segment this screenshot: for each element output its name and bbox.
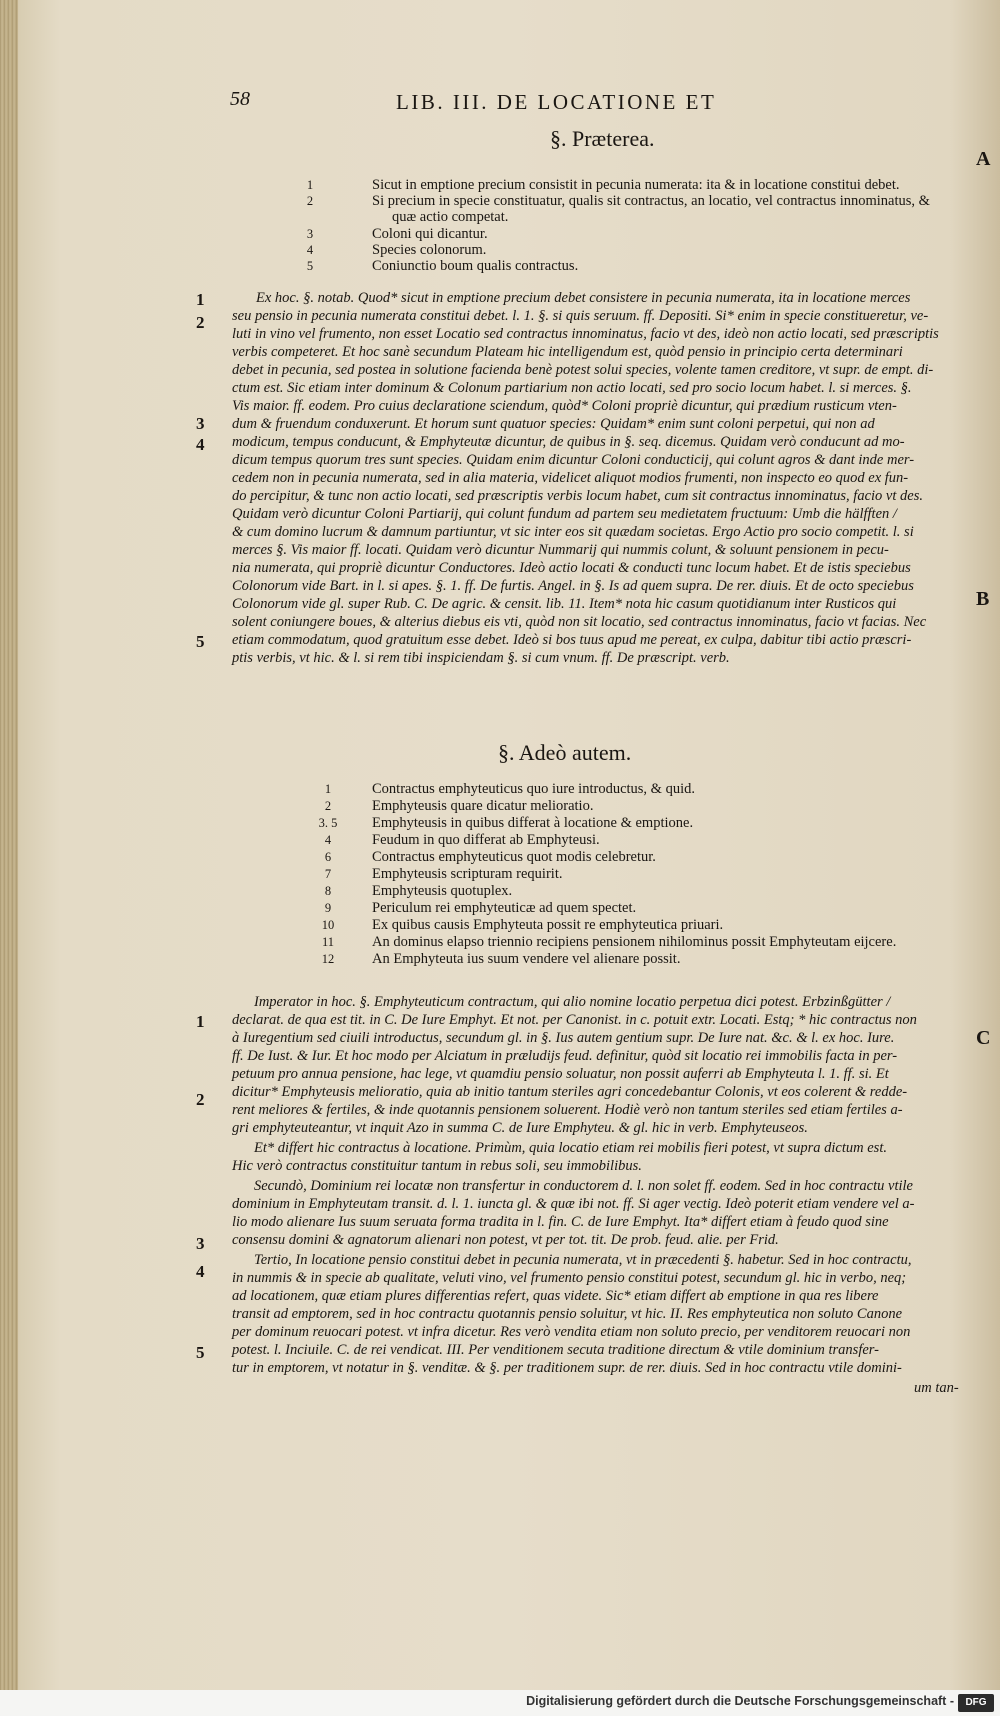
summary-number: 7 <box>324 867 332 881</box>
summary-number: 5 <box>306 259 314 273</box>
text-line: dicitur* Emphyteusis melioratio, quia ab initio tantum steriles agri concedebantur Colonis, vt eos colerent & redde- <box>232 1084 908 1100</box>
running-title: LIB. III. DE LOCATIONE ET <box>396 90 717 114</box>
text-line: Tertio, In locatione pensio constitui debet in pecunia numerata, vt in præcedenti §. habetur. Sed in hoc contractu, <box>254 1252 912 1268</box>
text-line: modicum, tempus conducunt, & Emphyteutæ dicuntur, de quibus in §. seq. dicemus. Quidam verò conducunt ad mo- <box>232 434 905 450</box>
text-line: cedem non in pecunia numerata, sed in alia materia, videlicet aliquot modios frumenti, non inspecto eo quod ex fun- <box>232 470 909 486</box>
text-line: consensu domini & agnatorum alienari non potest, vt per tot. tit. De prob. feud. alie. per Frid. <box>232 1232 779 1248</box>
summary-line: An Emphyteuta ius suum vendere vel alienare possit. <box>372 951 681 967</box>
text-line: Imperator in hoc. §. Emphyteuticum contractum, qui alio nomine locatio perpetua dici potest. Erbzinßgütter / <box>254 994 891 1010</box>
catchword: um tan- <box>914 1380 959 1396</box>
text-line: seu pensio in pecunia numerata constitui debet. l. 1. §. si quis seruum. ff. Depositi. Si* enim in specie constitueretur, ve- <box>232 308 929 324</box>
text-line: ff. De Iust. & Iur. Et hoc modo per Alciatum in præludijs feud. definitur, quòd sit locatio rei immobilis facta in per- <box>232 1048 898 1064</box>
text-line: potest. l. Inciuile. C. de rei vendicat. III. Per venditionem secuta traditione directum & vtile dominium transfer- <box>232 1342 879 1358</box>
text-line: in nummis & in specie ab qualitate, veluti vino, vel frumento pensio constitui potest, secundum gl. hic in verbo, neq; <box>232 1270 907 1286</box>
text-line: per dominum reuocari potest. vt infra dicetur. Res verò vendita etiam non soluto precio, per venditorem reuocari non <box>232 1324 911 1340</box>
summary-number: 6 <box>324 850 332 864</box>
text-line: Et* differt hic contractus à locatione. Primùm, quia locatio etiam rei mobilis fieri potest, vt supra dictum est. <box>254 1140 887 1156</box>
summary-number: 1 <box>324 782 332 796</box>
summary-line: Emphyteusis in quibus differat à locatione & emptione. <box>372 815 694 831</box>
summary-line: Coniunctio boum qualis contractus. <box>372 258 579 274</box>
margin-number: 5 <box>196 632 205 651</box>
summary-line: Emphyteusis quotuplex. <box>372 883 513 899</box>
summary-line: Si precium in specie constituatur, qualis sit contractus, an locatio, vel contractus innominatus, & <box>372 193 930 209</box>
margin-number: 1 <box>196 1012 205 1031</box>
text-line: petuum pro annua pensione, hac lege, vt quamdiu pensio soluatur, non possit auferri ab Emphyteuta l. 1. ff. si. Et <box>232 1066 889 1082</box>
summary-number: 2 <box>306 194 314 208</box>
page-number: 58 <box>230 88 250 110</box>
text-line: declarat. de qua est tit. in C. De Iure Emphyt. Et not. per Canonist. in c. potuit extr. Locati. Estq; * hic contractus non <box>232 1012 917 1028</box>
margin-number: 3 <box>196 1234 205 1253</box>
text-line: verbis competeret. Et hoc sanè secundum Plateam hic intelligendum est, quòd pensio in principio certa determinari <box>232 344 903 360</box>
text-line: Quidam verò dicuntur Coloni Partiarij, qui colunt fundum ad partem seu medietatem fructuum: Umb die hälfften / <box>232 506 897 522</box>
text-line: ad locationem, quæ etiam plures differentias refert, quas videte. Sic* etiam differt ab emptione in qua res libere <box>232 1288 879 1304</box>
text-line: solent coniungere boues, & alterius diebus eis vti, quòd non sit locatio, sed contractus innominatus, facio vt facias. Nec <box>232 614 927 630</box>
summary-number: 4 <box>306 243 314 257</box>
summary-line: Sicut in emptione precium consistit in pecunia numerata: ita & in locatione constitui debet. <box>372 177 900 193</box>
text-line: debet in pecunia, sed postea in solutione facienda benè potest solui species, volente tamen creditore, vt supr. de empt. di- <box>232 362 934 378</box>
text-line: lio modo alienare Ius suum seruata forma tradita in l. fin. C. de Iure Emphyt. Ita* differt etiam à feudo quod sine <box>232 1214 889 1230</box>
summary-line: quæ actio competat. <box>392 209 509 225</box>
summary-number: 2 <box>324 799 332 813</box>
text-line: nia numerata, qui propriè dicuntur Conductores. Ideò actio locati & conducti tunc locum habet. Et de istis speciebus <box>232 560 911 576</box>
margin-number: 1 <box>196 290 205 309</box>
text-line: tur in emptorem, vt notatur in §. venditæ. & §. per traditionem supr. de rer. diuis. Sed in hoc contractu vtile domini- <box>232 1360 902 1376</box>
summary-line: Emphyteusis scripturam requirit. <box>372 866 563 882</box>
section-title: §. Præterea. <box>550 126 655 151</box>
summary-line: Coloni qui dicantur. <box>372 226 488 242</box>
page-edge <box>0 0 18 1716</box>
summary-line: Feudum in quo differat ab Emphyteusi. <box>372 832 600 848</box>
text-line: dominium in Emphyteutam transit. d. l. 1. iuncta gl. & quæ ibi not. ff. Si ager vectig. Ideò poterit etiam vendere vel a- <box>232 1196 915 1212</box>
summary-line: An dominus elapso triennio recipiens pensionem nihilominus possit Emphyteutam eijcere. <box>372 934 897 950</box>
text-line: ptis verbis, vt hic. & l. si rem tibi inspiciendam §. si cum vnum. ff. De præscript. verb. <box>232 650 730 666</box>
text-line: Hic verò contractus constituitur tantum in rebus soli, seu immobilibus. <box>232 1158 642 1174</box>
summary-number: 11 <box>321 935 335 949</box>
dfg-logo: DFG <box>958 1694 994 1712</box>
text-line: etiam commodatum, quod gratuitum esse debet. Ideò si bos tuus apud me pereat, ex culpa, dabitur tibi actio præscri- <box>232 632 912 648</box>
summary-number: 9 <box>324 901 332 915</box>
footer-credit: Digitalisierung gefördert durch die Deutsche Forschungsgemeinschaft - <box>526 1694 954 1708</box>
text-line: à Iuregentium sed ciuili introductus, secundum gl. in §. Ius autem gentium supr. De Iure nat. &c. & l. ex hoc. Iure. <box>232 1030 895 1046</box>
text-line: dum & fruendum conduxerunt. Et horum sunt quatuor species: Quidam* enim sunt coloni perpetui, qui non ad <box>232 416 875 432</box>
text-line: Vis maior. ff. eodem. Pro cuius declaratione sciendum, quòd* Coloni propriè dicuntur, qui prædium rusticum vten- <box>232 398 897 414</box>
section-title: §. Adeò autem. <box>498 740 632 765</box>
text-line: rent meliores & fertiles, & inde quotannis pensionem soluerent. Hodiè verò non tantum steriles sed etiam fertiles a- <box>232 1102 903 1118</box>
summary-number: 3. 5 <box>318 816 338 830</box>
side-letter-a: A <box>976 148 991 170</box>
digitization-footer <box>0 1690 1000 1716</box>
text-line: Colonorum vide gl. super Rub. C. De agric. & censit. lib. 11. Item* nota hic casum quotidianum inter Rusticos qui <box>232 596 897 612</box>
text-line: transit ad emptorem, sed in hoc contractu quotannis pensio soluitur, vt hic. II. Res emphyteutica non soluto Canone <box>232 1306 903 1322</box>
summary-number: 10 <box>321 918 335 932</box>
summary-number: 12 <box>321 952 335 966</box>
margin-number: 2 <box>196 313 205 332</box>
summary-line: Contractus emphyteuticus quo iure introductus, & quid. <box>372 781 695 797</box>
text-line: Secundò, Dominium rei locatæ non transfertur in conductorem d. l. non solet ff. eodem. Sed in hoc contractu vtile <box>254 1178 913 1194</box>
side-letter-b: B <box>976 588 990 610</box>
summary-number: 1 <box>306 178 314 192</box>
summary-line: Emphyteusis quare dicatur melioratio. <box>372 798 594 814</box>
margin-number: 4 <box>196 435 205 454</box>
text-line: Ex hoc. §. notab. Quod* sicut in emptione precium debet consistere in pecunia numerata, ita in locatione merces <box>256 290 911 306</box>
text-line: dicum tempus quorum tres sunt species. Quidam enim dicuntur Coloni conducticij, qui colunt agros & dant inde mer- <box>232 452 915 468</box>
margin-number: 4 <box>196 1262 205 1281</box>
text-line: do percipitur, & tunc non actio locati, sed præscriptis verbis locum habet, cum sit contractus innominatus, facio vt des. <box>232 488 923 504</box>
text-line: merces §. Vis maior ff. locati. Quidam verò dicuntur Nummarij qui nummis colunt, & soluunt pensionem in pecu- <box>232 542 889 558</box>
margin-number: 3 <box>196 414 205 433</box>
margin-number: 5 <box>196 1343 205 1362</box>
margin-number: 2 <box>196 1090 205 1109</box>
summary-line: Periculum rei emphyteuticæ ad quem spectet. <box>372 900 637 916</box>
text-line: gri emphyteuteantur, vt inquit Azo in summa C. de Iure Emphyteu. & gl. hic in verb. Emphyteuseos. <box>232 1120 808 1136</box>
summary-line: Contractus emphyteuticus quot modis celebretur. <box>372 849 656 865</box>
text-line: & cum domino lucrum & damnum partiuntur, vt sic inter eos sit quædam societas. Ergo Actio pro socio competit. l. si <box>232 524 914 540</box>
summary-line: Species colonorum. <box>372 242 487 258</box>
text-line: ctum est. Sic etiam inter dominum & Colonum partiarium non actio locati, sed pro socio locum habet. l. si merces. §. <box>232 380 912 396</box>
summary-number: 4 <box>324 833 332 847</box>
text-line: Colonorum vide Bart. in l. si apes. §. 1. ff. De furtis. Angel. in §. Is ad quem supra. De rer. diuis. Et de octo speciebus <box>232 578 914 594</box>
text-line: luti in vino vel frumento, non esset Locatio sed contractus innominatus, facio vt des, ideò non actio locati, sed præscriptis <box>232 326 939 342</box>
summary-number: 8 <box>324 884 332 898</box>
summary-line: Ex quibus causis Emphyteuta possit re emphyteutica priuari. <box>372 917 724 933</box>
summary-number: 3 <box>306 227 314 241</box>
side-letter-c: C <box>976 1027 991 1049</box>
